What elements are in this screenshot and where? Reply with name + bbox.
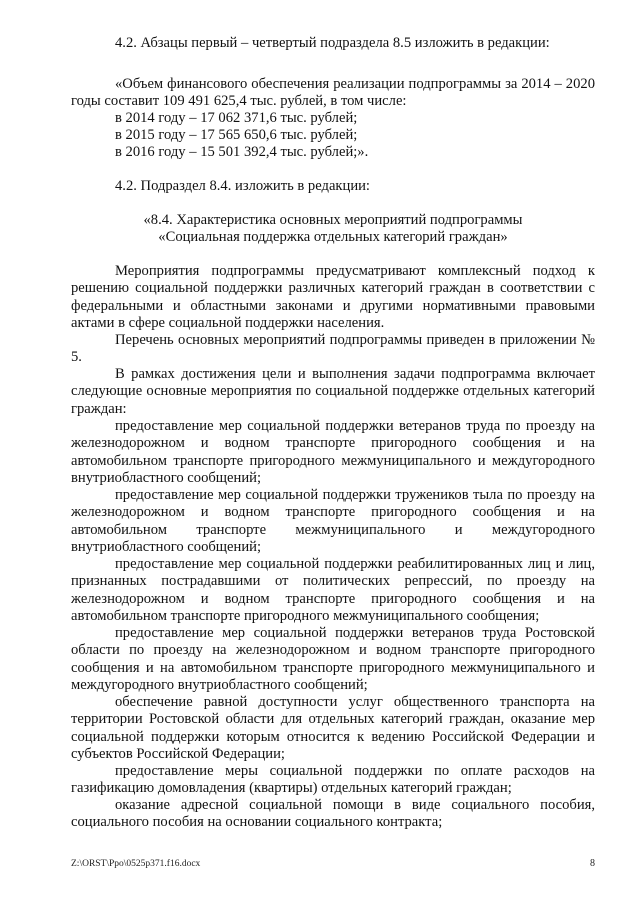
year-2016-line: в 2016 году – 15 501 392,4 тыс. рублей;».: [115, 144, 369, 160]
year-2015-line: в 2015 году – 17 565 650,6 тыс. рублей;: [115, 127, 358, 143]
year-2014-line: в 2014 году – 17 062 371,6 тыс. рублей;: [115, 110, 358, 126]
list-item: оказание адресной социальной помощи в виде социального пособия, социального пособия на основании социального контракта;: [71, 797, 595, 831]
list-item: предоставление мер социальной поддержки ветеранов труда Ростовской области по проезду на железнодорожном и водном транспорте пригородного сообщения и на автомобильном транспорте пригородного межмуниципального и междугородного внутриобластного сообщений;: [71, 625, 595, 693]
volume-paragraph: «Объем финансового обеспечения реализации подпрограммы за 2014 – 2020 годы составит 109 491 625,4 тыс. рублей, в том числе:: [71, 76, 595, 110]
list-item: обеспечение равной доступности услуг общественного транспорта на территории Ростовской области для отдельных категорий граждан, оказание мер социальной поддержки которым относится к ведению Российской Федерации и субъектов Российской Федерации;: [71, 694, 595, 762]
list-item: предоставление мер социальной поддержки тружеников тыла по проезду на железнодорожном и водном транспорте пригородного сообщения и на автомобильном транспорте межмуниципального и междугородного внутриобластного сообщений;: [71, 487, 595, 555]
list-paragraph: Перечень основных мероприятий подпрограммы приведен в приложении № 5.: [71, 332, 595, 366]
footer-file-path: Z:\ORST\Ppo\0525p371.f16.docx: [71, 859, 201, 869]
amend-8-5-paragraph: 4.2. Абзацы первый – четвертый подраздела 8.5 изложить в редакции:: [115, 35, 550, 51]
list-item: предоставление мер социальной поддержки реабилитированных лиц и лиц, признанных пострадавшими от политических репрессий, по проезду на железнодорожном и водном транспорте пригородного сообщения и на автомобильном транспорте пригородного межмуниципального сообщения;: [71, 556, 595, 624]
page-number: 8: [590, 858, 595, 869]
section-heading-line2: «Социальная поддержка отдельных категорий граждан»: [158, 229, 508, 245]
measures-paragraph: Мероприятия подпрограммы предусматривают комплексный подход к решению социальной поддержки различных категорий граждан в соответствии с федеральными и областными законами и другими нормативными правовыми актами в сфере социальной поддержки населения.: [71, 263, 595, 331]
list-item: предоставление меры социальной поддержки по оплате расходов на газификацию домовладения (квартиры) отдельных категорий граждан;: [71, 763, 595, 797]
amend-8-4-paragraph: 4.2. Подраздел 8.4. изложить в редакции:: [115, 178, 370, 194]
list-item: предоставление мер социальной поддержки ветеранов труда по проезду на железнодорожном и водном транспорте пригородного сообщения и на автомобильном транспорте пригородного межмуниципального и междугородного внутриобластного сообщений;: [71, 418, 595, 486]
goals-paragraph: В рамках достижения цели и выполнения задачи подпрограмма включает следующие основные мероприятия по социальной поддержке отдельных категорий граждан:: [71, 366, 595, 417]
section-heading-line1: «8.4. Характеристика основных мероприятий подпрограммы: [143, 212, 523, 228]
